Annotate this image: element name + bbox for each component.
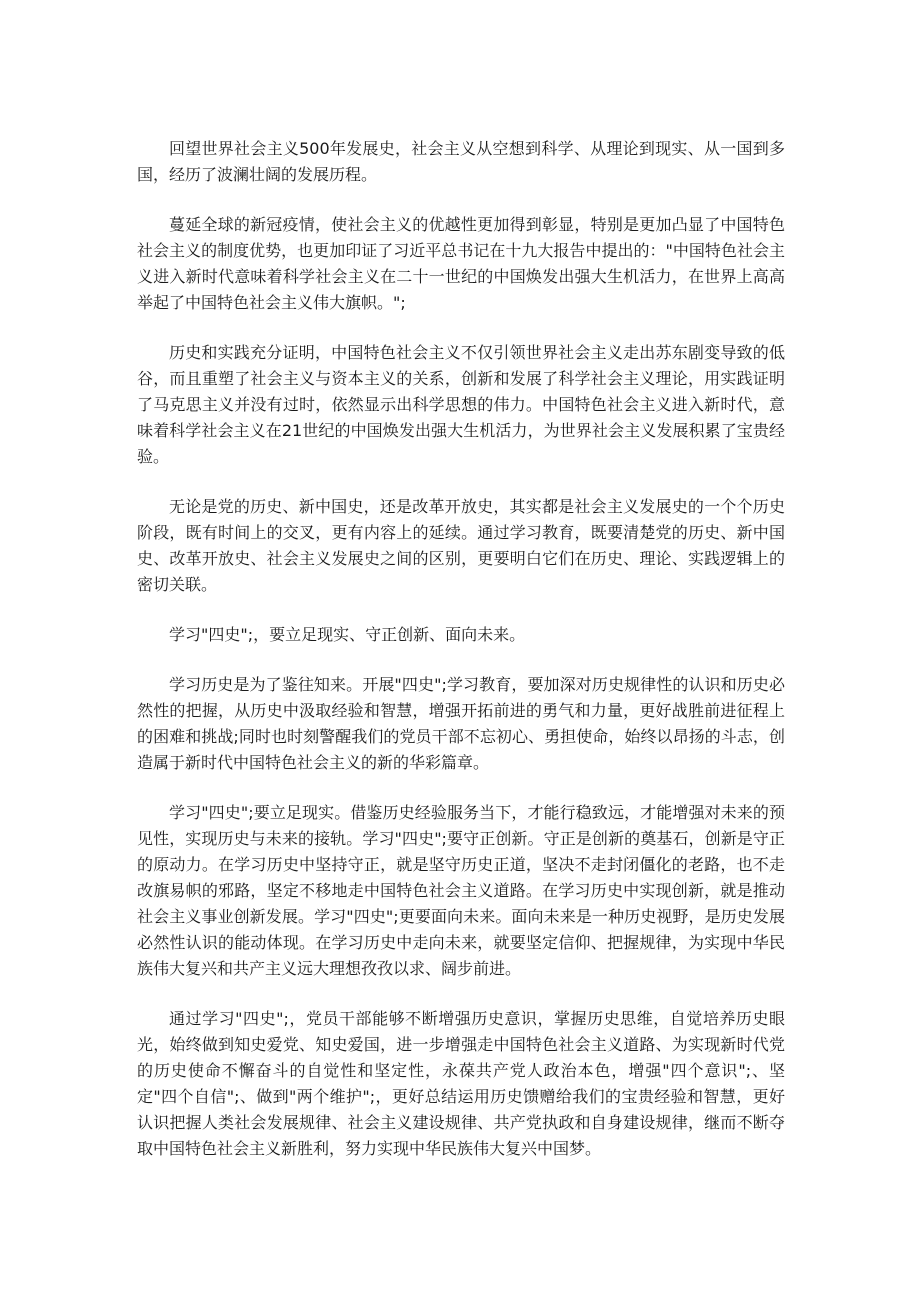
paragraph: 无论是党的历史、新中国史，还是改革开放史，其实都是社会主义发展史的一个个历史阶段，既有时间上的交叉，更有内容上的延续。通过学习教育，既要清楚党的历史、新中国史、改革开放史、社会主义发展史之间的区别，更要明白它们在历史、理论、实践逻辑上的密切关联。	[137, 497, 785, 594]
paragraph: 学习"四史";要立足现实。借鉴历史经验服务当下，才能行稳致远，才能增强对未来的预见性，实现历史与未来的接轨。学习"四史";要守正创新。守正是创新的奠基石，创新是守正的原动力。在学习历史中坚持守正，就是坚守历史正道，坚决不走封闭僵化的老路，也不走改旗易帜的邪路，坚定不移地走中国特色社会主义道路。在学习历史中实现创新，就是推动社会主义事业创新发展。学习"四史";更要面向未来。面向未来是一种历史视野，是历史发展必然性认识的能动体现。在学习历史中走向未来，就要坚定信仰、把握规律，为实现中华民族伟大复兴和共产主义远大理想孜孜以求、阔步前进。	[137, 803, 785, 978]
paragraph: 回望世界社会主义500年发展史，社会主义从空想到科学、从理论到现实、从一国到多国，经历了波澜壮阔的发展历程。	[137, 139, 785, 184]
document-body	[137, 136, 785, 1186]
paragraph: 蔓延全球的新冠疫情，使社会主义的优越性更加得到彰显，特别是更加凸显了中国特色社会主义的制度优势，也更加印证了习近平总书记在十九大报告中提出的："中国特色社会主义进入新时代意味着科学社会主义在二十一世纪的中国焕发出强大生机活力，在世界上高高举起了中国特色社会主义伟大旗帜。";	[137, 215, 785, 312]
paragraph: 学习"四史";，要立足现实、守正创新、面向未来。	[169, 625, 526, 644]
paragraph: 通过学习"四史";，党员干部能够不断增强历史意识，掌握历史思维，自觉培养历史眼光，始终做到知史爱党、知史爱国，进一步增强走中国特色社会主义道路、为实现新时代党的历史使命不懈奋斗的自觉性和坚定性，永葆共产党人政治本色，增强"四个意识";、坚定"四个自信";、做到"两个维护";，更好总结运用历史馈赠给我们的宝贵经验和智慧，更好认识把握人类社会发展规律、社会主义建设规律、共产党执政和自身建设规律，继而不断夺取中国特色社会主义新胜利，努力实现中华民族伟大复兴中国梦。	[137, 1009, 785, 1158]
paragraph: 历史和实践充分证明，中国特色社会主义不仅引领世界社会主义走出苏东剧变导致的低谷，而且重塑了社会主义与资本主义的关系，创新和发展了科学社会主义理论，用实践证明了马克思主义并没有过时，依然显示出科学思想的伟力。中国特色社会主义进入新时代，意味着科学社会主义在21世纪的中国焕发出强大生机活力，为世界社会主义发展积累了宝贵经验。	[137, 343, 785, 466]
paragraph: 学习历史是为了鉴往知来。开展"四史";学习教育，要加深对历史规律性的认识和历史必然性的把握，从历史中汲取经验和智慧，增强开拓前进的勇气和力量，更好战胜前进征程上的困难和挑战;同时也时刻警醒我们的党员干部不忘初心、勇担使命，始终以昂扬的斗志，创造属于新时代中国特色社会主义的新的华彩篇章。	[137, 675, 785, 772]
